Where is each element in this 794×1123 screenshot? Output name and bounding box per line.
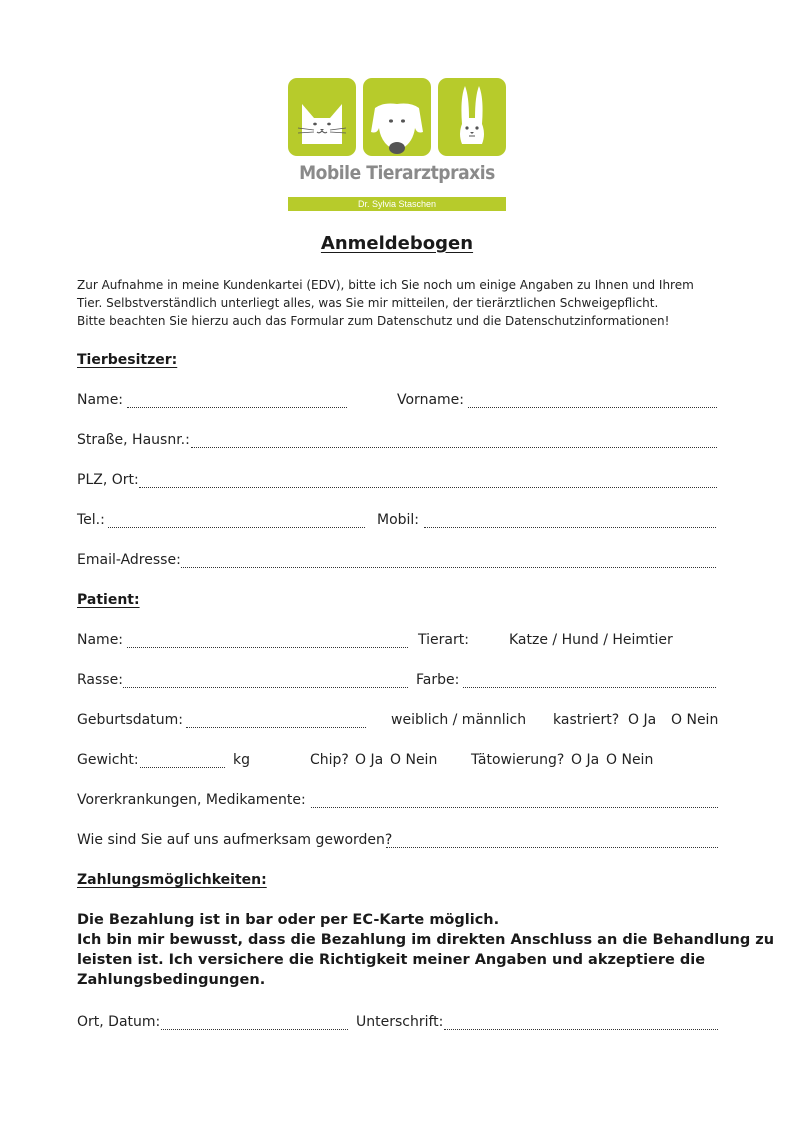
owner-street-field[interactable] bbox=[191, 447, 717, 448]
rabbit-icon bbox=[438, 78, 506, 156]
intro-line: Tier. Selbstverständlich unterliegt alles, was Sie mir mitteilen, der tierärztlichen Schweigepflicht. bbox=[77, 296, 659, 310]
chip-ja-option[interactable]: O Ja bbox=[355, 752, 384, 768]
place-date-field[interactable] bbox=[161, 1029, 348, 1030]
owner-email-field[interactable] bbox=[181, 567, 716, 568]
brand-name: Mobile Tierarztpraxis bbox=[299, 162, 495, 184]
patient-tattoo-label: Tätowierung? bbox=[471, 752, 565, 768]
kastriert-ja-option[interactable]: O Ja bbox=[628, 712, 657, 728]
kastriert-nein-option[interactable]: O Nein bbox=[671, 712, 719, 728]
patient-rasse-field[interactable] bbox=[123, 687, 408, 688]
owner-plz-label: PLZ, Ort: bbox=[77, 472, 139, 488]
signature-field[interactable] bbox=[444, 1029, 718, 1030]
patient-kastriert-label: kastriert? bbox=[553, 712, 620, 728]
owner-tel-field[interactable] bbox=[108, 527, 365, 528]
owner-mobil-field[interactable] bbox=[424, 527, 716, 528]
patient-rasse-label: Rasse: bbox=[77, 672, 123, 688]
patient-birth-field[interactable] bbox=[186, 727, 366, 728]
owner-plz-field[interactable] bbox=[139, 487, 717, 488]
signature-row bbox=[77, 1014, 719, 1036]
patient-farbe-label: Farbe: bbox=[416, 672, 460, 688]
intro-line: Bitte beachten Sie hierzu auch das Formular zum Datenschutz und die Datenschutzinformationen! bbox=[77, 314, 670, 328]
form-title-wrapper bbox=[0, 233, 794, 254]
patient-chip-label: Chip? bbox=[310, 752, 349, 768]
patient-weight-unit: kg bbox=[233, 752, 250, 768]
patient-weight-row bbox=[77, 752, 719, 774]
owner-tel-label: Tel.: bbox=[77, 512, 105, 528]
owner-name-label: Name: bbox=[77, 392, 124, 408]
payment-line: Ich bin mir bewusst, dass die Bezahlung im direkten Anschluss an die Behandlung zu bbox=[77, 932, 775, 948]
payment-line: Zahlungsbedingungen. bbox=[77, 972, 266, 988]
owner-plz-row bbox=[77, 472, 719, 494]
owner-street-label: Straße, Hausnr.: bbox=[77, 432, 190, 448]
payment-line: Die Bezahlung ist in bar oder per EC-Karte möglich. bbox=[77, 912, 500, 928]
patient-farbe-field[interactable] bbox=[463, 687, 716, 688]
owner-name-field[interactable] bbox=[127, 407, 347, 408]
signature-label: Unterschrift: bbox=[356, 1014, 444, 1030]
patient-weight-field[interactable] bbox=[140, 767, 225, 768]
tattoo-ja-option[interactable]: O Ja bbox=[571, 752, 600, 768]
intro-text bbox=[77, 276, 727, 330]
form-title: Anmeldebogen bbox=[320, 233, 474, 254]
owner-mobil-label: Mobil: bbox=[377, 512, 420, 528]
owner-phone-row bbox=[77, 512, 719, 534]
owner-name-row bbox=[77, 392, 719, 414]
owner-vorname-field[interactable] bbox=[468, 407, 717, 408]
payment-line: leisten ist. Ich versichere die Richtigkeit meiner Angaben und akzeptiere die bbox=[77, 952, 706, 968]
patient-history-field[interactable] bbox=[311, 807, 718, 808]
cat-icon bbox=[288, 78, 356, 156]
patient-rasse-row bbox=[77, 672, 719, 694]
patient-name-row bbox=[77, 632, 719, 654]
patient-history-label: Vorerkrankungen, Medikamente: bbox=[77, 792, 306, 808]
patient-heading: Patient: bbox=[77, 592, 140, 608]
patient-weight-label: Gewicht: bbox=[77, 752, 139, 768]
dog-icon bbox=[363, 78, 431, 156]
patient-tierart-label: Tierart: bbox=[418, 632, 469, 648]
payment-text bbox=[77, 910, 775, 990]
owner-email-row bbox=[77, 552, 719, 574]
doctor-name-bar: Dr. Sylvia Staschen bbox=[288, 197, 506, 211]
tattoo-nein-option[interactable]: O Nein bbox=[606, 752, 654, 768]
referral-label: Wie sind Sie auf uns aufmerksam geworden? bbox=[77, 832, 393, 848]
practice-logo bbox=[288, 78, 506, 214]
patient-tierart-options[interactable]: Katze / Hund / Heimtier bbox=[509, 632, 673, 648]
owner-email-label: Email-Adresse: bbox=[77, 552, 181, 568]
patient-birth-label: Geburtsdatum: bbox=[77, 712, 183, 728]
intro-line: Zur Aufnahme in meine Kundenkartei (EDV), bitte ich Sie noch um einige Angaben zu Ihnen und Ihrem bbox=[77, 278, 694, 292]
patient-name-label: Name: bbox=[77, 632, 124, 648]
patient-birth-row bbox=[77, 712, 719, 734]
owner-street-row bbox=[77, 432, 719, 454]
owner-heading: Tierbesitzer: bbox=[77, 352, 178, 368]
owner-vorname-label: Vorname: bbox=[397, 392, 464, 408]
place-date-label: Ort, Datum: bbox=[77, 1014, 161, 1030]
referral-row bbox=[77, 832, 719, 854]
chip-nein-option[interactable]: O Nein bbox=[390, 752, 438, 768]
patient-sex-options[interactable]: weiblich / männlich bbox=[391, 712, 527, 728]
patient-name-field[interactable] bbox=[127, 647, 408, 648]
patient-history-row bbox=[77, 792, 719, 814]
referral-field[interactable] bbox=[386, 847, 718, 848]
payment-heading: Zahlungsmöglichkeiten: bbox=[77, 872, 267, 888]
